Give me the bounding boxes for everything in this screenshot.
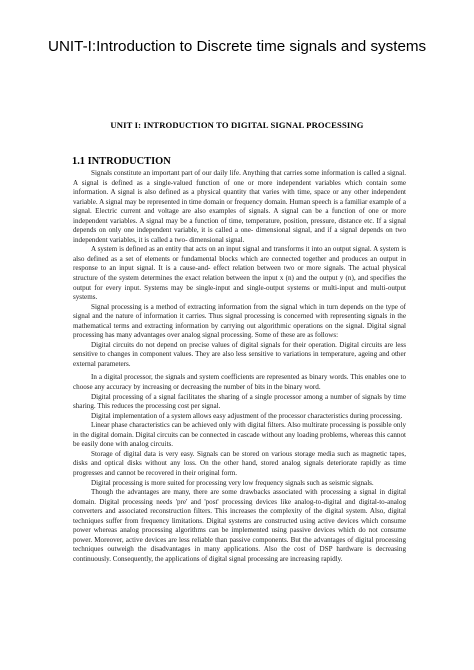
paragraph: Storage of digital data is very easy. Signals can be stored on various storage media such as magnetic tapes, disks and optical disks without any loss. On the other hand, stored analog signals deteriorate rapidly as time progresses and cannot be recovered in their original form. [73, 449, 406, 477]
unit-heading: UNIT I: INTRODUCTION TO DIGITAL SIGNAL PROCESSING [110, 120, 364, 130]
paragraph: A system is defined as an entity that acts on an input signal and transforms it into an output signal. A system is also defined as a set of elements or fundamental blocks which are connected together and produces an output in response to an input signal. It is a cause-and- effect relation between two or more signals. The actual physical structure of the system determines the exact relation between the input x (n) and the output y (n), and specifies the output for every input. Systems may be single-input and single-output systems or multi-input and multi-output systems. [73, 245, 406, 302]
section-heading: 1.1 INTRODUCTION [72, 156, 171, 167]
paragraph: Digital processing is more suited for processing very low frequency signals such as seismic signals. [91, 478, 374, 487]
paragraph: Signal processing is a method of extracting information from the signal which in turn depends on the type of signal and the nature of information it carries. Thus signal processing is concerned with representing signals in the mathematical terms and extracting information by carrying out algorithmic operations on the signal. Digital signal processing has many advantages over analog signal processing. Some of these are as follows: [73, 302, 406, 340]
paragraph: Though the advantages are many, there are some drawbacks associated with processing a signal in digital domain. Digital processing needs 'pre' and 'post' processing devices like analog-to-digital and digital-to-analog converters and associated reconstruction filters. This increases the complexity of the digital system. Also, digital techniques suffer from frequency limitations. Digital systems are constructed using active devices which consume power whereas analog processing algorithms can be implemented using passive devices which do not consume power. Moreover, active devices are less reliable than passive components. But the advantages of digital processing techniques outweigh the disadvantages in many applications. Also the cost of DSP hardware is decreasing continuously. Consequently, the applications of digital signal processing are increasing rapidly. [73, 488, 406, 563]
paragraph: Signals constitute an important part of our daily life. Anything that carries some information is called a signal. A signal is defined as a single-valued function of one or more independent variables which contain some information. A signal is also defined as a physical quantity that varies with time, space or any other independent variable. A signal may be represented in time domain or frequency domain. Human speech is a familiar example of a signal. Electric current and voltage are also examples of signals. A signal can be a function of one or more independent variables. A signal may be a function of time, temperature, position, pressure, distance etc. If a signal depends on only one independent variable, it is called a one- dimensional signal, and if a signal depends on two independent variables, it is called a two- dimensional signal. [73, 169, 406, 244]
page-title: UNIT-I:Introduction to Discrete time signals and systems [48, 38, 427, 55]
paragraph: Linear phase characteristics can be achieved only with digital filters. Also multirate processing is possible only in the digital domain. Digital circuits can be connected in cascade without any loading problems, whereas this cannot be easily done with analog circuits. [73, 421, 406, 449]
body-text [73, 169, 406, 564]
paragraph: Digital processing of a signal facilitates the sharing of a single processor among a number of signals by time sharing. This reduces the processing cost per signal. [73, 392, 406, 411]
paragraph: Digital implementation of a system allows easy adjustment of the processor characteristics during processing. [91, 411, 403, 420]
paragraph: Digital circuits do not depend on precise values of digital signals for their operation. Digital circuits are less sensitive to changes in component values. They are also less sensitive to variations in temperature, ageing and other external parameters. [73, 340, 406, 368]
paragraph: In a digital processor, the signals and system coefficients are represented as binary words. This enables one to choose any accuracy by increasing or decreasing the number of bits in the binary word. [73, 373, 406, 392]
